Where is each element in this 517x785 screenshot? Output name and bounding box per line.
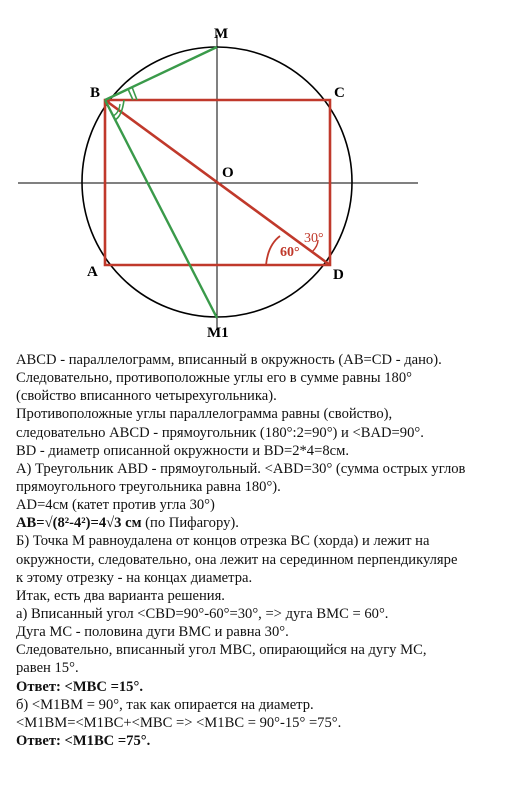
geometry-figure — [0, 0, 517, 345]
solution-text — [16, 351, 511, 750]
solution-line-text: Следовательно, вписанный угол МВС, опирающийся на дугу МС, — [16, 642, 427, 659]
chord-bm1 — [105, 100, 217, 318]
solution-line-text: Противоположные углы параллелограмма равны (свойство), — [16, 406, 393, 423]
solution-line — [16, 641, 511, 659]
solution-line-text: (свойство вписанного четырехугольника). — [16, 388, 277, 405]
solution-line-text: Дуга МС - половина дуги ВМС и равна 30°. — [16, 624, 289, 641]
solution-line — [16, 424, 511, 442]
angle-arc-60 — [266, 236, 280, 265]
solution-line-text: Следовательно, противоположные углы его в сумме равны 180° — [16, 370, 412, 387]
solution-line-text: Итак, есть два варианта решения. — [16, 587, 225, 604]
solution-line — [16, 369, 511, 387]
solution-line — [16, 678, 511, 696]
angle-label-60: 60° — [280, 245, 300, 260]
solution-line-text: прямоугольного треугольника равна 180°). — [16, 478, 281, 495]
solution-line-text: А) Треугольник ABD - прямоугольный. <ABD=30° (сумма острых углов — [16, 460, 466, 477]
label-d: D — [333, 267, 344, 283]
solution-line-text: равен 15°. — [16, 660, 79, 677]
solution-line-text: AB=√(8²-4²)=4√3 см — [16, 515, 142, 532]
solution-line — [16, 551, 511, 569]
solution-line — [16, 442, 511, 460]
solution-line — [16, 532, 511, 550]
solution-line-text: следовательно ABCD - прямоугольник (180°:2=90°) и <BAD=90°. — [16, 424, 424, 441]
solution-line-text: ABCD - параллелограмм, вписанный в окружность (AB=CD - дано). — [16, 352, 442, 368]
solution-line-text: BD - диаметр описанной окружности и BD=2*4=8см. — [16, 442, 349, 459]
solution-line-text: <M1BM=<M1BC+<MBC => <M1BC = 90°-15° =75°. — [16, 714, 342, 731]
solution-line-text: AD=4см (катет против угла 30°) — [16, 497, 215, 514]
solution-line — [16, 587, 511, 605]
solution-line-suffix: (по Пифагору). — [141, 515, 239, 532]
label-b: B — [90, 85, 101, 101]
label-a: A — [87, 264, 98, 280]
angle-label-30: 30° — [304, 231, 324, 246]
chord-bm — [105, 47, 217, 100]
solution-line — [16, 659, 511, 677]
solution-line — [16, 405, 511, 423]
solution-line-text: Б) Точка М равноудалена от концов отрезка ВС (хорда) и лежит на — [16, 533, 430, 550]
solution-line-text: Ответ: <M1BC =75°. — [16, 732, 151, 749]
solution-line — [16, 478, 511, 496]
solution-line — [16, 460, 511, 478]
solution-line — [16, 714, 511, 732]
label-c: C — [334, 85, 345, 101]
solution-line — [16, 696, 511, 714]
solution-line — [16, 514, 511, 532]
solution-line — [16, 569, 511, 587]
solution-line — [16, 351, 511, 369]
solution-line-text: Ответ: <MBC =15°. — [16, 678, 143, 695]
solution-line-text: окружности, следовательно, она лежит на серединном перпендикуляре — [16, 551, 458, 568]
solution-line — [16, 623, 511, 641]
solution-line — [16, 605, 511, 623]
angle-mark-mbc — [128, 89, 133, 100]
solution-line — [16, 496, 511, 514]
label-m1: M1 — [207, 325, 229, 341]
label-m: M — [214, 26, 229, 42]
solution-line — [16, 387, 511, 405]
solution-line-text: а) Вписанный угол <CBD=90°-60°=30°, => дуга ВМС = 60°. — [16, 605, 389, 622]
label-o: O — [222, 165, 234, 181]
solution-line-text: к этому отрезку - на концах диаметра. — [16, 569, 253, 586]
solution-line — [16, 732, 511, 750]
solution-line-text: б) <M1BM = 90°, так как опирается на диаметр. — [16, 696, 314, 713]
